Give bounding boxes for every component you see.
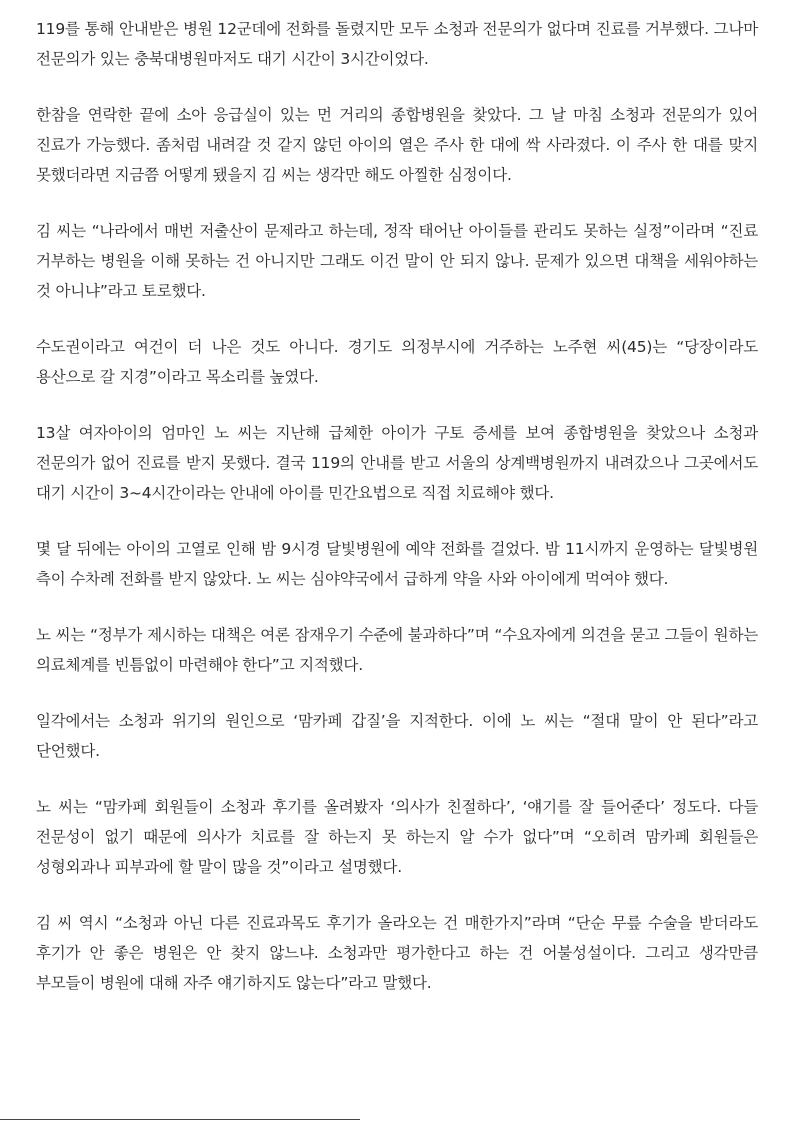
- paragraph: 몇 달 뒤에는 아이의 고열로 인해 밤 9시경 달빛병원에 예약 전화를 걸었다. 밤 11시까지 운영하는 달빛병원 측이 수차례 전화를 받지 않았다. 노 씨는 심야약국에서 급하게 약을 사와 아이에게 먹여야 했다.: [36, 540, 758, 588]
- paragraph: 노 씨는 “맘카페 회원들이 소청과 후기를 올려봤자 ‘의사가 친절하다’, ‘얘기를 잘 들어준다’ 정도다. 다들 전문성이 없기 때문에 의사가 치료를 잘 하는지 못 하는지 알 수가 없다”며 “오히려 맘카페 회원들은 성형외과나 피부과에 할 말이 많을 것”이라고 설명했다.: [36, 798, 758, 876]
- article-body: [36, 14, 758, 1024]
- page-bottom-divider: [0, 1119, 360, 1120]
- paragraph: 한참을 연락한 끝에 소아 응급실이 있는 먼 거리의 종합병원을 찾았다. 그 날 마침 소청과 전문의가 있어 진료가 가능했다. 좀처럼 내려갈 것 같지 않던 아이의 열은 주사 한 대에 싹 사라졌다. 이 주사 한 대를 맞지 못했더라면 지금쯤 어떻게 됐을지 김 씨는 생각만 해도 아찔한 심정이다.: [36, 106, 758, 184]
- paragraph: 김 씨는 “나라에서 매번 저출산이 문제라고 하는데, 정작 태어난 아이들를 관리도 못하는 실정”이라며 “진료 거부하는 병원을 이해 못하는 건 아니지만 그래도 이건 말이 안 되지 않나. 문제가 있으면 대책을 세워야하는 것 아니냐”라고 토로했다.: [36, 222, 758, 300]
- paragraph: 일각에서는 소청과 위기의 원인으로 ‘맘카페 갑질’을 지적한다. 이에 노 씨는 “절대 말이 안 된다”라고 단언했다.: [36, 712, 758, 760]
- paragraph: 수도권이라고 여건이 더 나은 것도 아니다. 경기도 의정부시에 거주하는 노주현 씨(45)는 “당장이라도 용산으로 갈 지경”이라고 목소리를 높였다.: [36, 338, 758, 386]
- paragraph: 119를 통해 안내받은 병원 12군데에 전화를 돌렸지만 모두 소청과 전문의가 없다며 진료를 거부했다. 그나마 전문의가 있는 충북대병원마저도 대기 시간이 3시간이었다.: [36, 20, 758, 68]
- paragraph: 김 씨 역시 “소청과 아닌 다른 진료과목도 후기가 올라오는 건 매한가지”라며 “단순 무릎 수술을 받더라도 후기가 안 좋은 병원은 안 찾지 않느냐. 소청과만 평가한다고 하는 건 어불성설이다. 그리고 생각만큼 부모들이 병원에 대해 자주 얘기하지도 않는다”라고 말했다.: [36, 914, 758, 992]
- paragraph: 노 씨는 “정부가 제시하는 대책은 여론 잠재우기 수준에 불과하다”며 “수요자에게 의견을 묻고 그들이 원하는 의료체계를 빈틈없이 마련해야 한다”고 지적했다.: [36, 626, 758, 674]
- paragraph: 13살 여자아이의 엄마인 노 씨는 지난해 급체한 아이가 구토 증세를 보여 종합병원을 찾았으나 소청과 전문의가 없어 진료를 받지 못했다. 결국 119의 안내를 받고 서울의 상계백병원까지 내려갔으나 그곳에서도 대기 시간이 3~4시간이라는 안내에 아이를 민간요법으로 직접 치료해야 했다.: [36, 424, 758, 502]
